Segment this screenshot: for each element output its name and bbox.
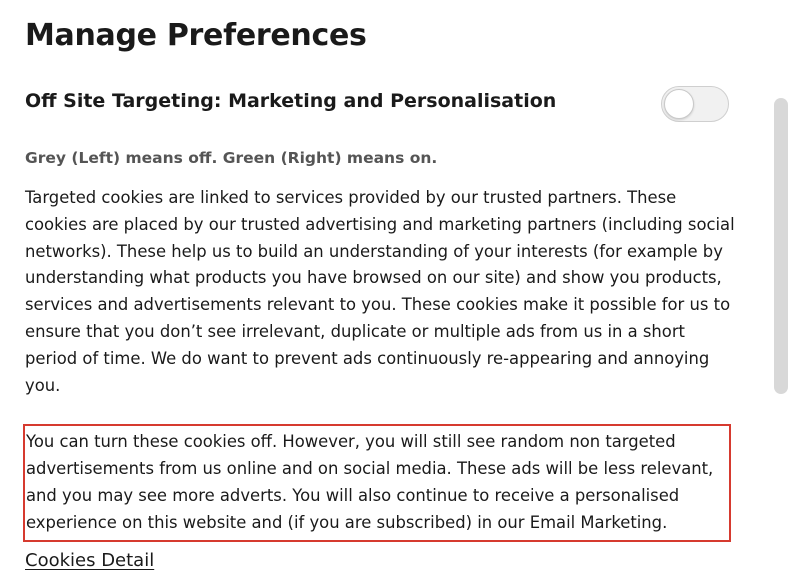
section-heading: Off Site Targeting: Marketing and Personalisation: [25, 90, 557, 112]
cookie-description: Targeted cookies are linked to services provided by our trusted partners. These cookies are placed by our trusted advertising and marketing partners (including social networks). These help us to build an understanding of your interests (for example by understanding what products you have browsed on our site) and show you products, services and advertisements relevant to you. These cookies make it possible for us to ensure that you don’t see irrelevant, duplicate or multiple ads from us in a short period of time. We do want to prevent ads continuously re-appearing and annoying you.: [25, 188, 735, 395]
opt-out-notice-box: [23, 424, 731, 542]
toggle-knob: [664, 89, 694, 119]
opt-out-notice-text: You can turn these cookies off. However, you will still see random non targeted advertisements from us online and on social media. These ads will be less relevant, and you may see more adverts. You will also continue to receive a personalised experience on this website and (if you are subscribed) in our Email Marketing.: [26, 432, 714, 532]
scrollbar-thumb[interactable]: [774, 98, 788, 394]
cookies-detail-link[interactable]: Cookies Detail: [25, 550, 155, 571]
page-title: Manage Preferences: [25, 18, 367, 53]
off-site-targeting-toggle[interactable]: [661, 86, 729, 122]
toggle-hint: Grey (Left) means off. Green (Right) means on.: [25, 149, 438, 167]
